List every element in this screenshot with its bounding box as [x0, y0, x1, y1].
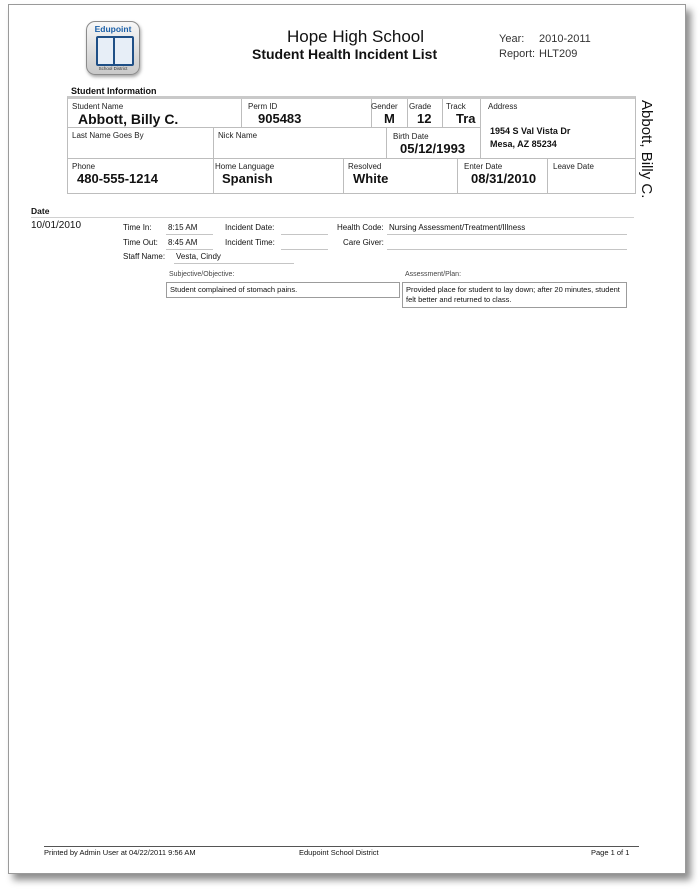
incident-date: 10/01/2010: [31, 220, 82, 231]
divider: [407, 99, 408, 127]
time-out-label: Time Out:: [123, 238, 158, 247]
phone-label: Phone: [72, 162, 96, 171]
divider: [343, 158, 344, 193]
footer-divider: [44, 846, 639, 847]
side-student-name: [629, 100, 669, 220]
track: Tra: [456, 111, 476, 126]
last-name-goes-by-label: Last Name Goes By: [72, 131, 144, 140]
logo-brand-text: Edupoint: [94, 24, 132, 34]
side-student-name-text: Abbott, Billy C.: [638, 100, 655, 199]
assessment-box: Provided place for student to lay down; after 20 minutes, student felt better and returned to class.: [402, 282, 627, 308]
report-title: Student Health Incident List: [252, 46, 438, 62]
student-info-box: [67, 96, 636, 194]
address-label: Address: [488, 102, 518, 111]
staff-name-label: Staff Name:: [123, 252, 166, 261]
divider: [213, 158, 214, 193]
date-header: Date: [31, 206, 50, 216]
divider: [213, 127, 214, 158]
printed-by: Printed by Admin User at 04/22/2011 9:56 AM: [44, 848, 196, 857]
divider: [386, 127, 387, 158]
health-code-label: Health Code:: [337, 223, 384, 232]
grade-label: Grade: [409, 102, 432, 111]
logo-district-caption: School District: [98, 66, 128, 71]
school-name: Hope High School: [287, 27, 425, 46]
footer-district: Edupoint School District: [299, 848, 379, 857]
gender: M: [384, 111, 395, 126]
phone: 480-555-1214: [77, 171, 158, 186]
incident-date-label: Incident Date:: [225, 223, 275, 232]
report-label: Report:: [499, 48, 536, 60]
report-page: [8, 4, 686, 874]
underline: [387, 234, 627, 235]
divider: [68, 158, 635, 159]
birth-date: 05/12/1993: [400, 141, 466, 156]
grade: 12: [417, 111, 432, 126]
staff-name: Vesta, Cindy: [176, 252, 221, 261]
student-info-title: Student Information: [71, 86, 157, 96]
divider: [31, 217, 634, 218]
time-in: 8:15 AM: [168, 223, 198, 232]
divider: [241, 99, 242, 127]
underline: [281, 249, 328, 250]
underline: [281, 234, 328, 235]
subjective-box: Student complained of stomach pains.: [166, 282, 400, 298]
time-out: 8:45 AM: [168, 238, 198, 247]
address-line1: 1954 S Val Vista Dr: [490, 126, 571, 136]
assessment-label: Assessment/Plan:: [405, 271, 462, 278]
gender-label: Gender: [371, 102, 398, 111]
underline: [166, 249, 213, 250]
page-number: Page 1 of 1: [591, 848, 630, 857]
edupoint-logo: [86, 21, 140, 75]
nick-name-label: Nick Name: [218, 131, 258, 140]
enter-date: 08/31/2010: [471, 171, 537, 186]
leave-date-label: Leave Date: [553, 162, 594, 171]
perm-id-label: Perm ID: [248, 102, 278, 111]
home-language: Spanish: [222, 171, 273, 186]
address-line2: Mesa, AZ 85234: [490, 139, 557, 149]
divider: [442, 99, 443, 127]
home-language-label: Home Language: [215, 162, 275, 171]
divider: [457, 158, 458, 193]
birth-date-label: Birth Date: [393, 132, 429, 141]
resolved: White: [353, 171, 389, 186]
incident-time-label: Incident Time:: [225, 238, 275, 247]
underline: [166, 234, 213, 235]
divider: [547, 158, 548, 193]
divider: [68, 127, 480, 128]
care-giver-label: Care Giver:: [343, 238, 384, 247]
report-code: HLT209: [539, 48, 578, 60]
year-label: Year:: [499, 33, 525, 45]
year-value: 2010-2011: [539, 33, 591, 45]
time-in-label: Time In:: [123, 223, 152, 232]
book-icon: [96, 36, 134, 66]
perm-id: 905483: [258, 111, 302, 126]
health-code: Nursing Assessment/Treatment/Illness: [389, 223, 526, 232]
underline: [174, 263, 294, 264]
student-name-label: Student Name: [72, 102, 124, 111]
track-label: Track: [446, 102, 466, 111]
enter-date-label: Enter Date: [464, 162, 503, 171]
resolved-label: Resolved: [348, 162, 382, 171]
student-name: Abbott, Billy C.: [78, 111, 179, 127]
underline: [387, 249, 627, 250]
divider: [480, 99, 481, 158]
subjective-label: Subjective/Objective:: [169, 271, 235, 278]
